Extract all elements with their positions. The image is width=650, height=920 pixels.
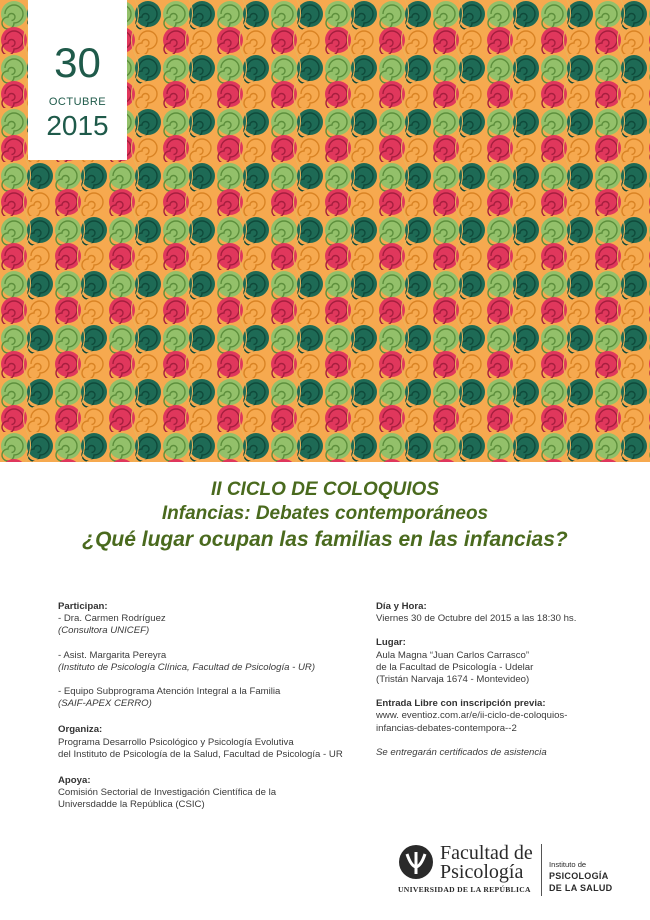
logo-divider [541, 844, 542, 896]
participan-label: Participan: [58, 601, 108, 612]
participant-3-affiliation: (SAIF-APEX CERRO) [58, 698, 152, 710]
institute-line-2: PSICOLOGÍA [549, 871, 609, 881]
lugar-line-1: Aula Magna “Juan Carlos Carrasco” [376, 649, 530, 661]
certificados-note: Se entregarán certificados de asistencia [376, 746, 547, 758]
right-column [376, 601, 636, 759]
title-line-1: II CICLO DE COLOQUIOS [210, 479, 439, 500]
participant-1-affiliation: (Consultora UNICEF) [58, 625, 150, 637]
date-box [28, 0, 127, 160]
university-name: UNIVERSIDAD DE LA REPÚBLICA [398, 885, 531, 894]
organiza-line-2: del Instituto de Psicología de la Salud, Facultad de Psicología - UR [58, 748, 343, 760]
organiza-label: Organiza: [58, 724, 103, 736]
institute-line-3: DE LA SALUD [549, 883, 613, 893]
title-line-2: Infancias: Debates contemporáneos [161, 503, 489, 524]
participant-3-name: - Equipo Subprograma Atención Integral a la Familia [58, 686, 281, 698]
entrada-label: Entrada Libre con inscripción previa: [376, 698, 546, 710]
lugar-label: Lugar: [376, 637, 406, 649]
footer-logos [398, 838, 638, 898]
lugar-line-2: de la Facultad de Psicología - Udelar [376, 661, 534, 673]
lugar-line-3: (Tristán Narvaja 1674 - Montevideo) [376, 674, 530, 686]
title-line-3: ¿Qué lugar ocupan las familias en las infancias? [82, 528, 568, 551]
apoya-line-2: Universdadde la República (CSIC) [58, 799, 205, 811]
organiza-line-1: Programa Desarrollo Psicológico y Psicología Evolutiva [58, 736, 294, 748]
dia-hora-label: Día y Hora: [376, 601, 427, 612]
apoya-label: Apoya: [58, 775, 91, 787]
apoya-line-1: Comisión Sectorial de Investigación Científica de la [58, 787, 277, 799]
entrada-url-line-2[interactable]: infancias-debates-contempora--2 [376, 722, 517, 734]
left-column [58, 601, 358, 812]
title-block [0, 478, 650, 554]
date-month: OCTUBRE [48, 96, 107, 108]
participant-2-affiliation: (Instituto de Psicología Clínica, Facultad de Psicología - UR) [58, 661, 316, 673]
date-year: 2015 [46, 110, 109, 141]
institute-line-1: Instituto de [549, 860, 587, 869]
faculty-name-line-1: Facultad de [440, 842, 533, 864]
participant-1-name: - Dra. Carmen Rodríguez [58, 613, 166, 625]
udelar-psicologia-logo-icon [398, 844, 434, 880]
dia-hora-value: Viernes 30 de Octubre del 2015 a las 18:30 hs. [376, 613, 577, 625]
date-day: 30 [54, 39, 101, 86]
participant-2-name: - Asist. Margarita Pereyra [58, 649, 167, 661]
entrada-url-line-1[interactable]: www. eventioz.com.ar/e/ii-ciclo-de-coloquios- [376, 710, 568, 722]
faculty-name-line-2: Psicología [440, 861, 524, 883]
